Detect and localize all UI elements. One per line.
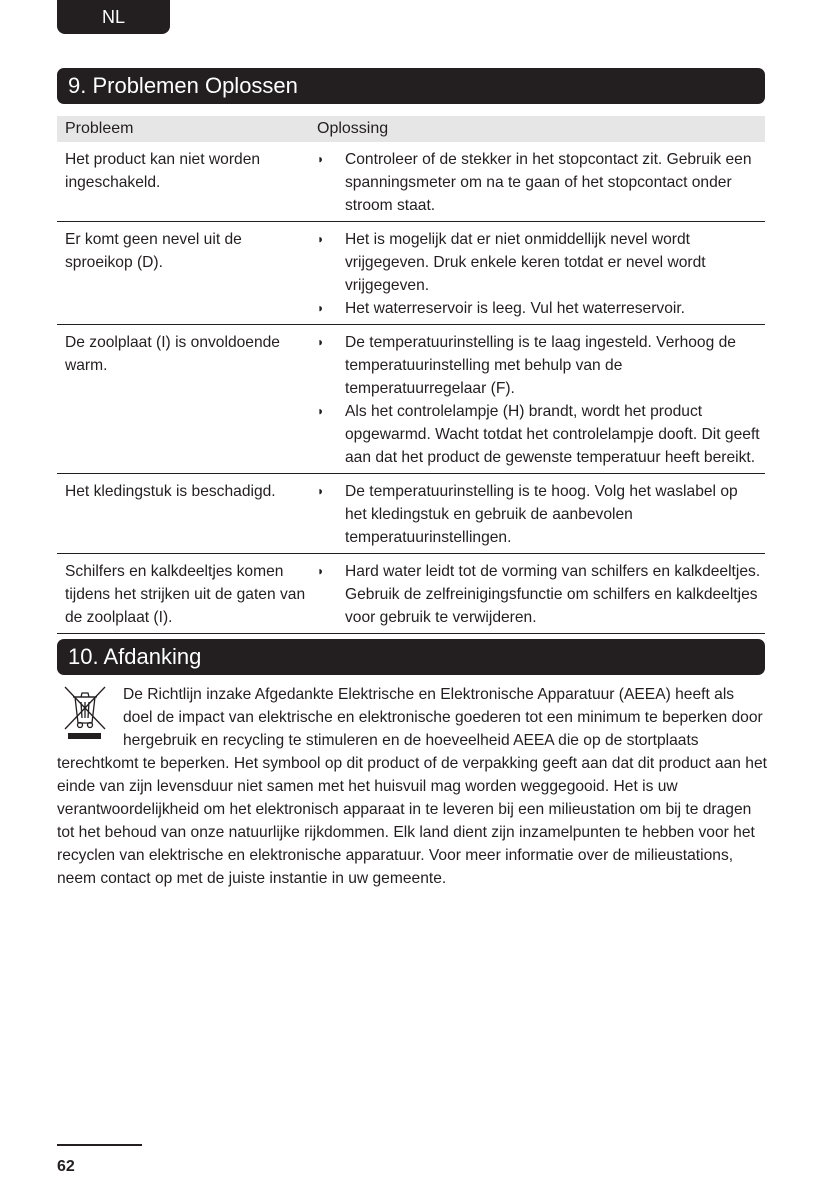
disposal-section <box>57 683 767 890</box>
bullet-icon: ◗ <box>317 232 325 246</box>
weee-icon-container <box>57 683 123 749</box>
problem-cell: Schilfers en kalkdeeltjes komen tijdens het strijken uit de gaten van de zoolplaat (I). <box>65 563 306 626</box>
table-header <box>57 116 765 142</box>
solution-item <box>317 400 765 469</box>
page-number: 62 <box>57 1158 75 1175</box>
disposal-text: De Richtlijn inzake Afgedankte Elektrische en Elektronische Apparatuur (AEEA) heeft als doel de impact van elektrische en elektronische goederen tot een minimum te beperken door hergebruik en recycling te stimuleren en de hoeveelheid AEEA die op de stortplaats terechtkomt te beperken. Het symbool op dit product of de verpakking geeft aan dat dit product aan het einde van zijn levensduur niet samen met het huisvuil mag worden weggegooid. Het is uw verantwoordelijkheid om het elektronisch apparaat in te leveren bij een milieustation om bij te dragen tot het behoud van onze natuurlijke rijkdommen. Elk land dient zijn inzamelpunten te hebben voor het recyclen van elektrische en elektronische apparatuur. Voor meer informatie over de milieustations, neem contact op met de juiste instantie in uw gemeente. <box>57 686 767 887</box>
table-row <box>57 474 765 554</box>
table-row <box>57 142 765 222</box>
solution-text: De temperatuurinstelling is te laag ingesteld. Verhoog de temperatuurinstelling met behulp van de temperatuurregelaar (F). <box>345 334 736 397</box>
table-row <box>57 325 765 474</box>
weee-crossed-bin-icon <box>57 683 123 749</box>
problem-cell: Het product kan niet worden ingeschakeld. <box>65 151 261 191</box>
problem-cell: De zoolplaat (I) is onvoldoende warm. <box>65 334 280 374</box>
solution-text: Controleer of de stekker in het stopcontact zit. Gebruik een spanningsmeter om na te gaan of het stopcontact onder stroom staat. <box>345 151 752 214</box>
troubleshooting-table <box>57 116 765 634</box>
bullet-icon: ◗ <box>317 335 325 349</box>
table-row <box>57 222 765 325</box>
bullet-icon: ◗ <box>317 152 325 166</box>
solution-text: Hard water leidt tot de vorming van schilfers en kalkdeeltjes. Gebruik de zelfreinigingsfunctie om schilfers en kalkdeeltjes voor gebruik te verwijderen. <box>345 563 761 626</box>
solution-cell <box>309 325 765 473</box>
problem-cell: Het kledingstuk is beschadigd. <box>65 483 276 500</box>
table-row <box>57 554 765 634</box>
table-body <box>57 142 765 634</box>
section-heading-troubleshooting <box>57 68 765 104</box>
section-title: 9. Problemen Oplossen <box>68 73 298 98</box>
solution-item <box>317 331 765 400</box>
solution-item <box>317 297 765 320</box>
column-header-solution: Oplossing <box>317 120 389 137</box>
solution-item <box>317 480 765 549</box>
solution-text: Als het controlelampje (H) brandt, wordt het product opgewarmd. Wacht totdat het controlelampje dooft. Dit geeft aan dat het product de gewenste temperatuur heeft bereikt. <box>345 403 760 466</box>
bullet-icon: ◗ <box>317 564 325 578</box>
section-title: 10. Afdanking <box>68 644 202 669</box>
problem-cell: Er komt geen nevel uit de sproeikop (D). <box>65 231 242 271</box>
footer-rule <box>57 1144 142 1146</box>
solution-text: Het waterreservoir is leeg. Vul het waterreservoir. <box>345 300 686 317</box>
bullet-icon: ◗ <box>317 301 325 315</box>
solution-item <box>317 228 765 297</box>
section-heading-disposal <box>57 639 765 675</box>
bullet-icon: ◗ <box>317 484 325 498</box>
solution-text: Het is mogelijk dat er niet onmiddellijk nevel wordt vrijgegeven. Druk enkele keren totdat er nevel wordt vrijgegeven. <box>345 231 706 294</box>
solution-cell <box>309 222 765 324</box>
solution-cell <box>309 142 765 221</box>
language-tab <box>57 0 170 34</box>
solution-item <box>317 148 765 217</box>
column-header-problem: Probleem <box>65 120 134 137</box>
solution-cell <box>309 554 765 633</box>
solution-cell <box>309 474 765 553</box>
language-label: NL <box>101 6 125 27</box>
solution-item <box>317 560 765 629</box>
bullet-icon: ◗ <box>317 404 325 418</box>
solution-text: De temperatuurinstelling is te hoog. Volg het waslabel op het kledingstuk en gebruik de aanbevolen temperatuurinstellingen. <box>345 483 738 546</box>
